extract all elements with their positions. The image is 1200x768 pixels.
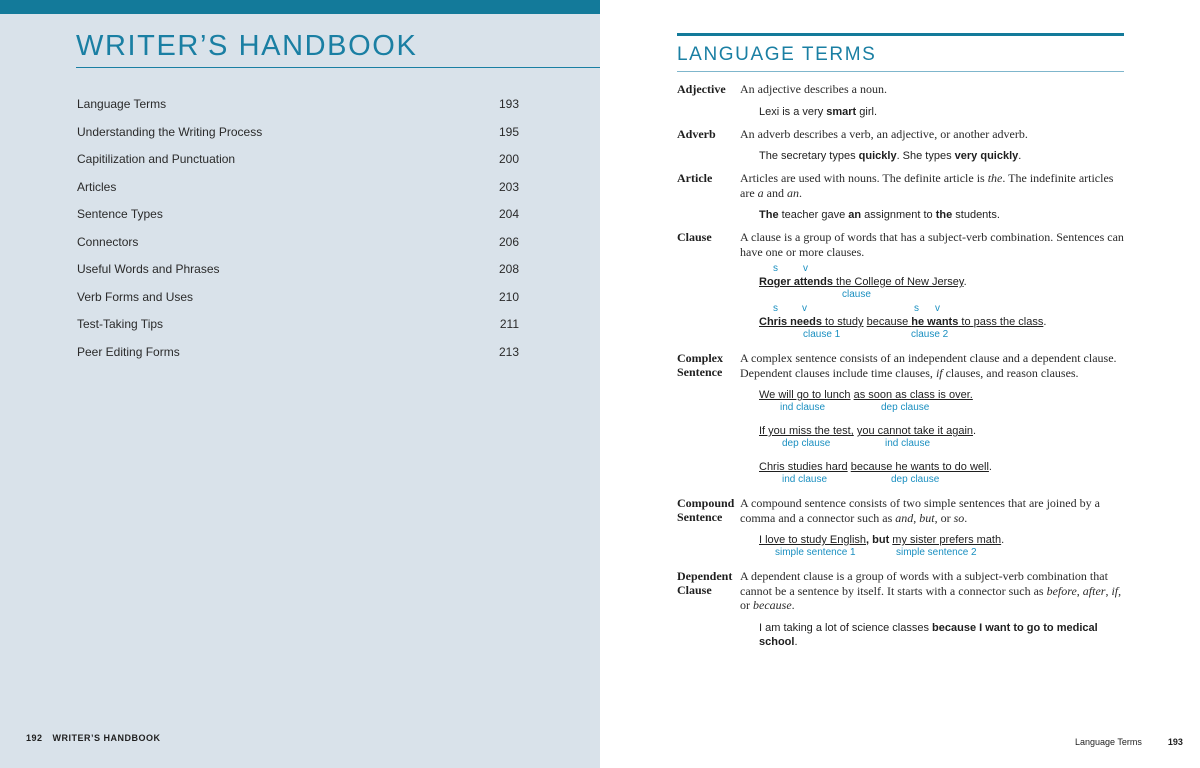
entry-body: [740, 82, 1124, 119]
subject-marker: s: [914, 303, 919, 314]
right-page: [600, 0, 1200, 768]
toc-item-label: Test-Taking Tips: [77, 317, 164, 331]
glossary-entry-clause: [677, 230, 1124, 341]
entry-body: [740, 171, 1124, 222]
definition: Articles are used with nouns. The definite article is the. The indefinite articles are a and an.: [740, 171, 1114, 200]
glossary: [677, 82, 1124, 649]
verb-marker: v: [803, 263, 808, 274]
subject-marker: s: [773, 263, 778, 274]
toc-item-label: Peer Editing Forms: [77, 344, 180, 359]
definition: A dependent clause is a group of words with a subject-verb combination that cannot be a sentence by itself. It starts with a connector such as before, after, if, or because.: [740, 569, 1122, 612]
toc-item[interactable]: [77, 152, 519, 180]
subject-marker: s: [773, 303, 778, 314]
term-label: Clause: [677, 230, 712, 244]
page-title: WRITER’S HANDBOOK: [76, 30, 418, 62]
toc-item[interactable]: [77, 97, 519, 125]
glossary-entry-article: [677, 171, 1124, 222]
page-number: 192: [26, 733, 43, 743]
page-footer: [1075, 737, 1183, 747]
example-sentence: Chris needs to study because he wants to pass the class.: [759, 316, 1047, 328]
definition: A compound sentence consists of two simple sentences that are joined by a comma and a connector such as and, but, or so.: [740, 496, 1100, 525]
clause-labels: ind clause dep clause: [782, 474, 940, 485]
glossary-entry-adverb: [677, 127, 1124, 164]
clause-labels: simple sentence 1 simple sentence 2: [775, 547, 977, 558]
top-rule: [677, 33, 1124, 36]
page-number: 193: [1167, 737, 1183, 747]
verb-marker: v: [802, 303, 807, 314]
table-of-contents: [77, 97, 519, 372]
term-label: Article: [677, 171, 713, 185]
term-label: Complex Sentence: [677, 351, 723, 379]
term-label: Adverb: [677, 126, 716, 141]
top-color-bar: [0, 0, 600, 14]
toc-item-label: Sentence Types: [77, 207, 163, 221]
toc-item-label: Articles: [77, 179, 117, 194]
toc-item-page: 211: [499, 317, 519, 331]
toc-item-label: Useful Words and Phrases: [77, 262, 220, 276]
entry-body: [740, 569, 1124, 649]
toc-item-page: 195: [498, 124, 519, 139]
entry-body: [740, 496, 1124, 559]
toc-item-page: 193: [498, 97, 519, 111]
clause-labels: ind clause dep clause: [780, 402, 930, 413]
toc-item-label: Understanding the Writing Process: [77, 124, 263, 139]
toc-item[interactable]: [77, 290, 519, 318]
glossary-entry-complex-sentence: [677, 351, 1124, 486]
toc-item[interactable]: [77, 317, 519, 345]
example-sentence: Roger attends the College of New Jersey.: [759, 276, 967, 288]
term-label: Adjective: [677, 82, 726, 96]
page-footer: [26, 733, 161, 743]
definition: An adjective describes a noun.: [740, 82, 887, 96]
example-sentence: I am taking a lot of science classes because I want to go to medical school.: [759, 621, 1098, 648]
toc-item[interactable]: [77, 235, 519, 263]
clause-label: clause: [842, 289, 871, 300]
toc-item-page: 206: [498, 234, 519, 249]
section-title: LANGUAGE TERMS: [677, 44, 877, 65]
example-sentence: The secretary types quickly. She types very quickly.: [759, 150, 1022, 162]
title-divider: [76, 67, 600, 68]
term-label: Dependent Clause: [677, 569, 733, 597]
example-sentence: Chris studies hard because he wants to do well.: [759, 461, 992, 473]
toc-item-label: Connectors: [77, 234, 139, 249]
toc-item[interactable]: [77, 262, 519, 290]
subject-verb-markers: [759, 263, 1124, 275]
toc-item-label: Language Terms: [77, 97, 167, 111]
footer-label: WRITER’S HANDBOOK: [52, 733, 161, 743]
toc-item-label: Capitilization and Punctuation: [77, 152, 236, 166]
toc-item[interactable]: [77, 180, 519, 208]
subject-verb-markers: [759, 303, 1124, 315]
toc-item-page: 210: [498, 289, 519, 304]
glossary-entry-dependent-clause: [677, 569, 1124, 649]
clause-labels: clause 1 clause 2: [803, 329, 949, 340]
toc-item-page: 208: [498, 262, 519, 276]
glossary-entry-adjective: [677, 82, 1124, 119]
clause-labels: dep clause ind clause: [782, 438, 931, 449]
example-sentence: The teacher gave an assignment to the students.: [759, 209, 1000, 221]
toc-item[interactable]: [77, 125, 519, 153]
toc-item-page: 204: [498, 207, 519, 221]
toc-item-page: 200: [498, 152, 519, 166]
entry-body: [740, 351, 1124, 486]
toc-item-label: Verb Forms and Uses: [77, 289, 194, 304]
toc-item[interactable]: [77, 207, 519, 235]
toc-item-page: 213: [498, 344, 519, 359]
example-sentence: Lexi is a very smart girl.: [759, 105, 877, 118]
verb-marker: v: [935, 303, 940, 314]
toc-item[interactable]: [77, 345, 519, 373]
example-sentence: If you miss the test, you cannot take it again.: [759, 425, 977, 437]
footer-label: Language Terms: [1075, 737, 1142, 747]
glossary-entry-compound-sentence: [677, 496, 1124, 559]
definition: An adverb describes a verb, an adjective, or another adverb.: [740, 126, 1028, 141]
title-divider: [677, 71, 1124, 72]
entry-body: [740, 127, 1124, 164]
definition: A complex sentence consists of an independent clause and a dependent clause. Dependent clauses include time clauses, if clauses, and reason clauses.: [740, 351, 1117, 380]
definition: A clause is a group of words that has a subject-verb combination. Sentences can have one or more clauses.: [740, 230, 1124, 259]
term-label: Compound Sentence: [677, 496, 735, 524]
entry-body: [740, 230, 1124, 341]
example-sentence: I love to study English, but my sister prefers math.: [759, 534, 1005, 546]
toc-item-page: 203: [498, 179, 519, 194]
example-sentence: We will go to lunch as soon as class is over.: [759, 389, 973, 401]
